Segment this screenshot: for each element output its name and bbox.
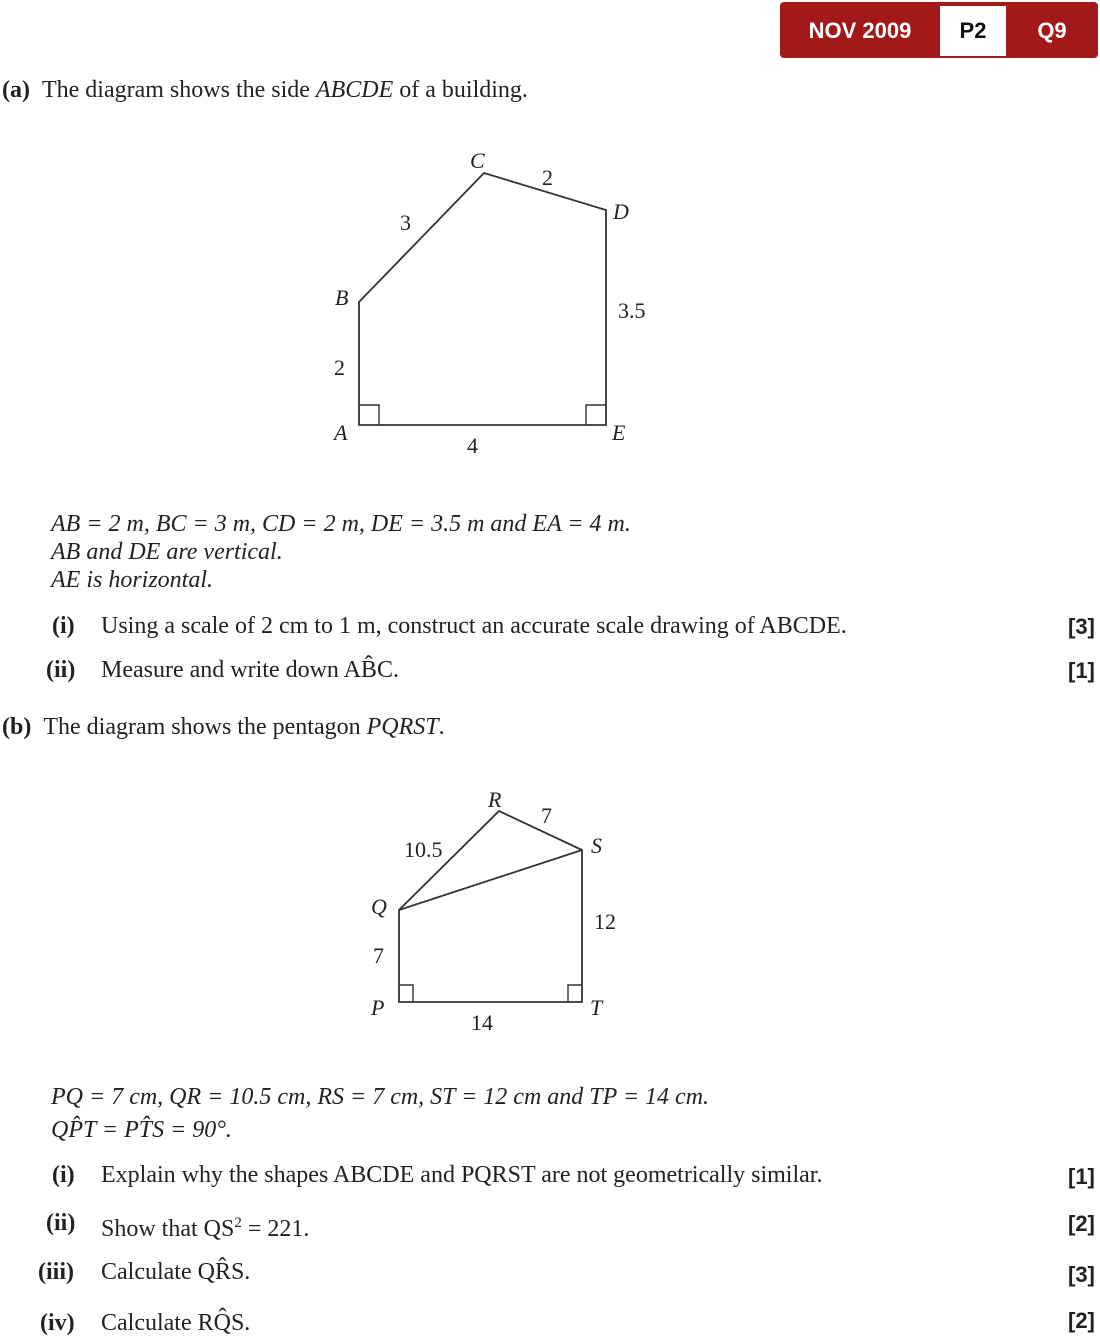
vertex-c: C <box>470 148 485 173</box>
part-a-q1-text: Using a scale of 2 cm to 1 m, construct an accurate scale drawing of ABCDE. <box>101 613 847 639</box>
vertex-a: A <box>334 420 348 445</box>
vertex-s: S <box>591 833 602 858</box>
vertex-b: B <box>335 285 349 310</box>
part-a-q2-text: Measure and write down AB̂C. <box>101 657 399 683</box>
part-b-label: (b) <box>2 714 32 740</box>
part-a-q2-number: (ii) <box>46 657 76 683</box>
part-a-given-3: AE is horizontal. <box>51 567 214 593</box>
part-b-q4-marks: [2] <box>1068 1308 1095 1333</box>
length-bc: 3 <box>400 210 411 235</box>
vertex-q: Q <box>371 894 387 919</box>
length-qr: 10.5 <box>404 837 443 862</box>
part-b-q2-marks: [2] <box>1068 1211 1095 1236</box>
part-b-q2-number: (ii) <box>46 1210 76 1236</box>
part-b-q1-text: Explain why the shapes ABCDE and PQRST are not geometrically similar. <box>101 1162 823 1188</box>
vertex-d: D <box>613 199 629 224</box>
length-rs: 7 <box>541 803 552 828</box>
vertex-p: P <box>371 995 385 1020</box>
part-b-q4-number: (iv) <box>40 1310 75 1336</box>
right-angle-e <box>586 405 606 425</box>
part-a-given-1: AB = 2 m, BC = 3 m, CD = 2 m, DE = 3.5 m and EA = 4 m. <box>51 511 631 537</box>
part-b-given-1: PQ = 7 cm, QR = 10.5 cm, RS = 7 cm, ST = 12 cm and TP = 14 cm. <box>51 1084 710 1110</box>
part-b-q3-marks: [3] <box>1068 1262 1095 1287</box>
part-b-q1-marks: [1] <box>1068 1164 1095 1189</box>
length-ab: 2 <box>334 355 345 380</box>
vertex-e: E <box>612 420 626 445</box>
right-angle-a <box>359 405 379 425</box>
question-label: Q9 <box>1037 18 1067 43</box>
part-a-given-2: AB and DE are vertical. <box>51 539 283 565</box>
length-st: 12 <box>594 909 616 934</box>
part-a-q1-marks: [3] <box>1068 614 1095 639</box>
right-angle-p <box>399 985 413 1002</box>
part-a-q1-number: (i) <box>52 613 75 639</box>
part-b-q3-text: Calculate QR̂S. <box>101 1259 251 1285</box>
length-pq: 7 <box>373 943 384 968</box>
length-cd: 2 <box>542 165 553 190</box>
part-b-q4-text: Calculate RQ̂S. <box>101 1310 251 1336</box>
length-tp: 14 <box>471 1010 493 1035</box>
part-b-intro: (b) The diagram shows the pentagon PQRST. <box>2 714 445 740</box>
paper-label: P2 <box>940 6 1006 56</box>
part-b-given-2: QP̂T = PT̂S = 90°. <box>51 1117 232 1143</box>
part-a-label: (a) <box>2 77 30 103</box>
vertex-t: T <box>590 995 603 1020</box>
session-label: NOV 2009 <box>808 18 912 43</box>
vertex-r: R <box>488 787 502 812</box>
pentagon-abcde-outline <box>359 173 606 425</box>
right-angle-t <box>568 985 582 1002</box>
part-b-q1-number: (i) <box>52 1162 75 1188</box>
part-b-q2-text: Show that $QS^2 = 221$. <box>101 1215 310 1242</box>
length-ea: 4 <box>467 433 478 458</box>
part-a-q2-marks: [1] <box>1068 658 1095 683</box>
length-de: 3.5 <box>618 298 646 323</box>
part-b-q3-number: (iii) <box>38 1259 74 1285</box>
part-a-intro: (a) The diagram shows the side ABCDE of a building. <box>2 77 528 103</box>
